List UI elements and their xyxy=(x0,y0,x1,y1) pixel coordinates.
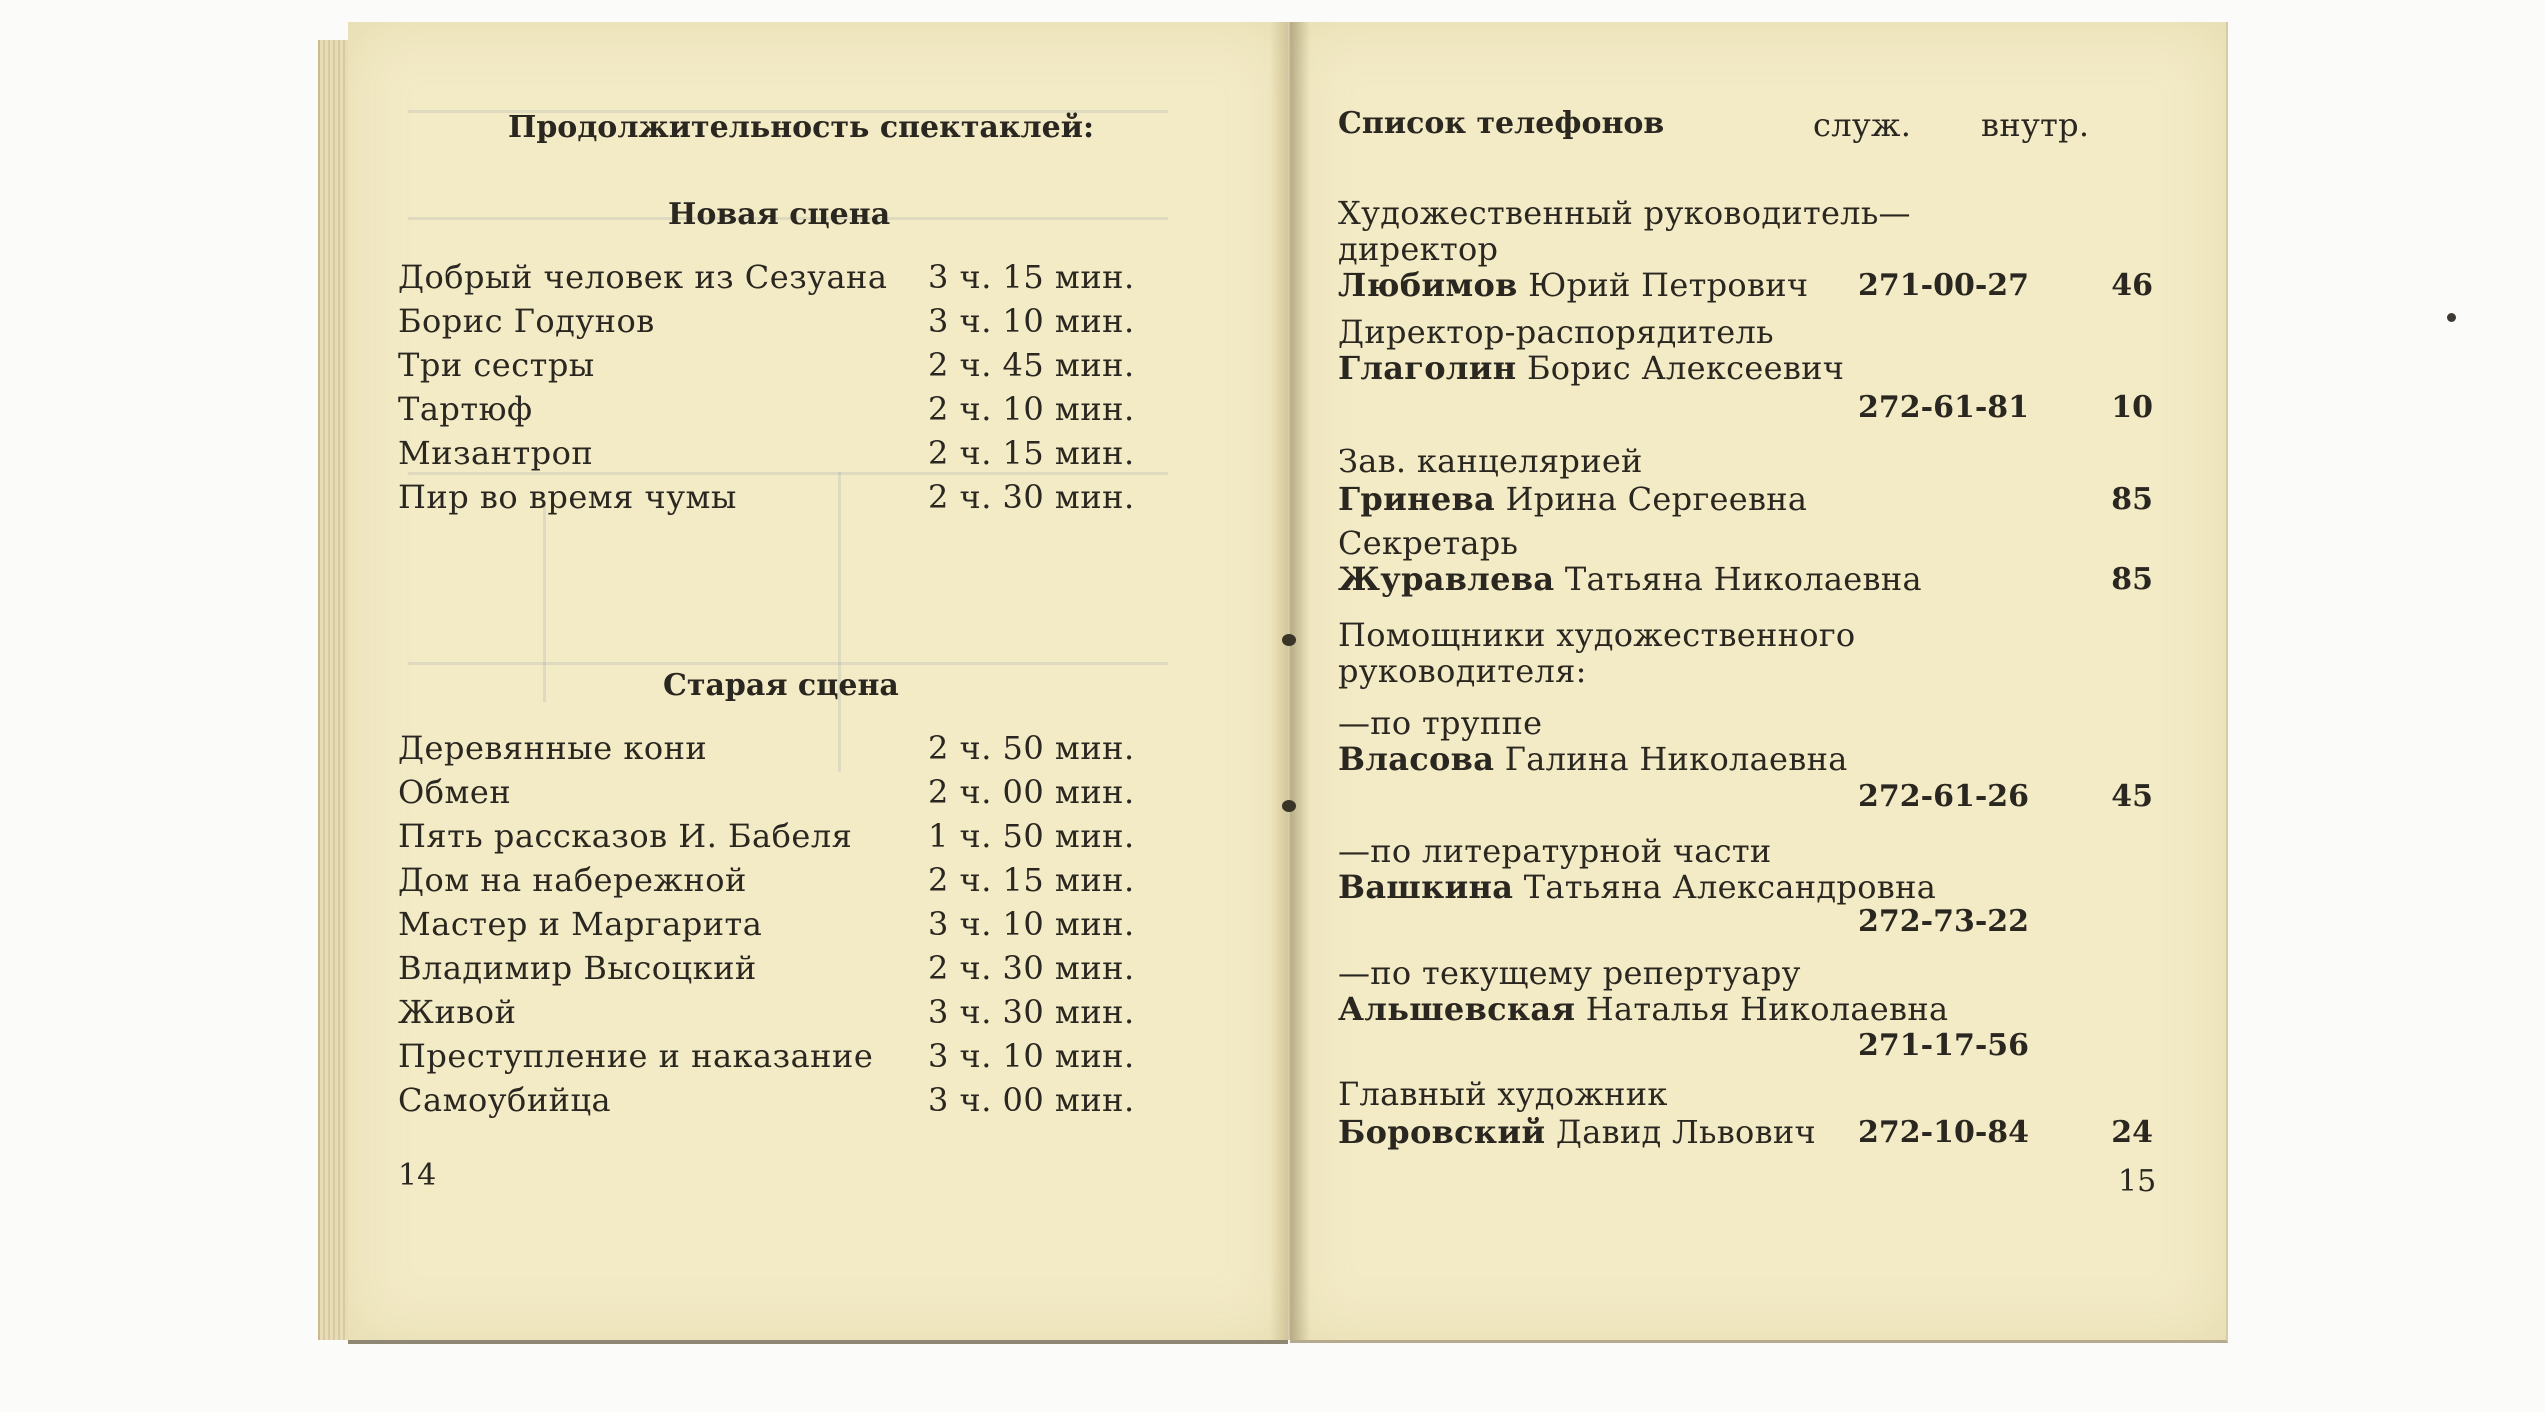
play-row xyxy=(398,729,1198,773)
page-number-right: 15 xyxy=(2118,1164,2157,1199)
entry-person xyxy=(1338,266,1808,304)
surname: Глаголин xyxy=(1338,349,1517,387)
play-row xyxy=(398,993,1198,1037)
play-title: Пять рассказов И. Бабеля xyxy=(398,817,853,855)
play-row xyxy=(398,905,1198,949)
spine-fold xyxy=(1270,22,1310,1340)
entry-person xyxy=(1338,480,1807,518)
office-phone: 271-17-56 xyxy=(1858,1028,2030,1063)
entry-role: Зав. канцелярией xyxy=(1338,442,1643,480)
entry-role: Художественный руководитель— xyxy=(1338,194,1911,232)
play-duration: 3 ч. 10 мин. xyxy=(928,302,1135,340)
entry-person xyxy=(1338,349,1844,387)
entry-person xyxy=(1338,560,1922,598)
play-duration: 3 ч. 15 мин. xyxy=(928,258,1135,296)
entry-subrole: —по текущему репертуару xyxy=(1338,954,1801,992)
play-row xyxy=(398,302,1198,346)
new-stage-heading: Новая сцена xyxy=(668,197,891,232)
play-title: Три сестры xyxy=(398,346,595,384)
show-through-line xyxy=(408,662,1168,665)
staple-bottom xyxy=(1282,800,1296,812)
entry-person xyxy=(1338,1113,1816,1151)
play-row xyxy=(398,434,1198,478)
entry-person xyxy=(1338,740,1848,778)
office-phone: 272-73-22 xyxy=(1858,904,2030,939)
play-row xyxy=(398,817,1198,861)
play-title: Преступление и наказание xyxy=(398,1037,874,1075)
play-duration: 2 ч. 30 мин. xyxy=(928,478,1135,516)
internal-ext: 10 xyxy=(2111,390,2153,425)
entry-role: Помощники художественного xyxy=(1338,616,1856,654)
show-through-line xyxy=(543,502,546,702)
entry-role-continued: руководителя: xyxy=(1338,652,1587,690)
entry-subrole: —по литературной части xyxy=(1338,832,1772,870)
paper-speck xyxy=(2447,313,2456,322)
given-name: Галина Николаевна xyxy=(1504,740,1848,778)
play-title: Живой xyxy=(398,993,517,1031)
play-duration: 2 ч. 45 мин. xyxy=(928,346,1135,384)
given-name: Татьяна Николаевна xyxy=(1564,560,1922,598)
surname: Вашкина xyxy=(1338,868,1514,906)
play-row xyxy=(398,1081,1198,1125)
surname: Боровский xyxy=(1338,1113,1546,1151)
play-duration: 3 ч. 10 мин. xyxy=(928,905,1135,943)
play-title: Мизантроп xyxy=(398,434,594,472)
page-title: Продолжительность спектаклей: xyxy=(508,110,1095,145)
play-title: Мастер и Маргарита xyxy=(398,905,763,943)
page-number-left: 14 xyxy=(398,1158,437,1193)
entry-role-continued: директор xyxy=(1338,230,1499,268)
play-duration: 2 ч. 00 мин. xyxy=(928,773,1135,811)
play-duration: 1 ч. 50 мин. xyxy=(928,817,1135,855)
office-phone: 272-61-26 xyxy=(1858,779,2030,814)
given-name: Татьяна Александровна xyxy=(1523,868,1937,906)
play-duration: 3 ч. 30 мин. xyxy=(928,993,1135,1031)
play-duration: 2 ч. 10 мин. xyxy=(928,390,1135,428)
surname: Власова xyxy=(1338,740,1495,778)
play-title: Обмен xyxy=(398,773,512,811)
play-row xyxy=(398,1037,1198,1081)
internal-ext: 45 xyxy=(2111,779,2153,814)
given-name: Юрий Петрович xyxy=(1528,266,1809,304)
play-duration: 3 ч. 10 мин. xyxy=(928,1037,1135,1075)
play-duration: 2 ч. 15 мин. xyxy=(928,861,1135,899)
office-phone: 272-10-84 xyxy=(1858,1115,2030,1150)
play-row xyxy=(398,949,1198,993)
entry-role: Секретарь xyxy=(1338,524,1519,562)
office-phone: 272-61-81 xyxy=(1858,390,2030,425)
internal-ext: 85 xyxy=(2111,562,2153,597)
entry-subrole: —по труппе xyxy=(1338,704,1543,742)
phone-list-title: Список телефонов xyxy=(1338,106,1665,141)
internal-ext: 46 xyxy=(2111,268,2153,303)
play-duration: 2 ч. 50 мин. xyxy=(928,729,1135,767)
play-duration: 2 ч. 30 мин. xyxy=(928,949,1135,987)
given-name: Давид Львович xyxy=(1555,1113,1817,1151)
surname: Гринева xyxy=(1338,480,1496,518)
internal-ext: 24 xyxy=(2111,1115,2153,1150)
surname: Альшевская xyxy=(1338,990,1576,1028)
old-stage-heading: Старая сцена xyxy=(663,668,899,703)
office-phone: 271-00-27 xyxy=(1858,268,2030,303)
play-row xyxy=(398,258,1198,302)
open-booklet xyxy=(318,22,2226,1347)
play-title: Добрый человек из Сезуана xyxy=(398,258,888,296)
given-name: Борис Алексеевич xyxy=(1526,349,1845,387)
surname: Журавлева xyxy=(1338,560,1555,598)
column-office: служ. xyxy=(1813,106,1912,144)
play-row xyxy=(398,346,1198,390)
internal-ext: 85 xyxy=(2111,482,2153,517)
play-title: Пир во время чумы xyxy=(398,478,737,516)
given-name: Наталья Николаевна xyxy=(1585,990,1949,1028)
play-title: Деревянные кони xyxy=(398,729,708,767)
surname: Любимов xyxy=(1338,266,1518,304)
entry-role: Главный художник xyxy=(1338,1075,1668,1113)
play-title: Владимир Высоцкий xyxy=(398,949,757,987)
play-duration: 3 ч. 00 мин. xyxy=(928,1081,1135,1119)
play-row xyxy=(398,773,1198,817)
play-title: Дом на набережной xyxy=(398,861,747,899)
entry-role: Директор-распорядитель xyxy=(1338,313,1774,351)
entry-person xyxy=(1338,990,1948,1028)
play-duration: 2 ч. 15 мин. xyxy=(928,434,1135,472)
play-title: Тартюф xyxy=(398,390,533,428)
play-row xyxy=(398,390,1198,434)
play-row xyxy=(398,861,1198,905)
play-title: Борис Годунов xyxy=(398,302,655,340)
given-name: Ирина Сергеевна xyxy=(1505,480,1808,518)
column-internal: внутр. xyxy=(1981,106,2090,144)
entry-person xyxy=(1338,868,1936,906)
play-title: Самоубийца xyxy=(398,1081,612,1119)
staple-top xyxy=(1282,634,1296,646)
play-row xyxy=(398,478,1198,522)
